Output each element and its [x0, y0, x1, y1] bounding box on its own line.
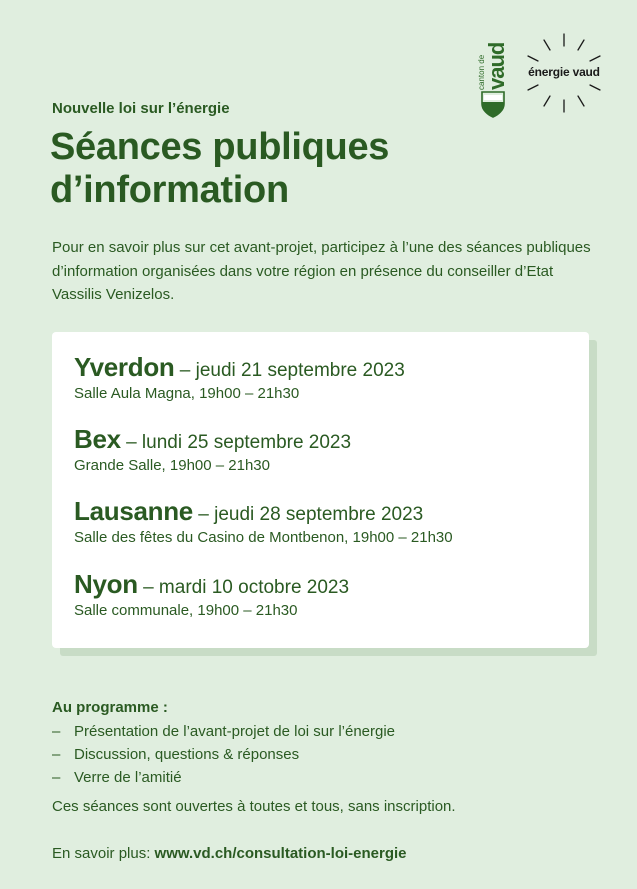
program-item: Présentation de l’avant-projet de loi sur l’énergie	[74, 723, 396, 740]
program-item: Discussion, questions & réponses	[74, 746, 300, 763]
list-dash: –	[52, 769, 61, 786]
canton-vaud-logo	[478, 32, 508, 118]
more-info	[52, 845, 407, 862]
session-place: Salle des fêtes du Casino de Montbenon, 19h00 – 21h30	[74, 529, 453, 546]
session-city: Bex	[74, 424, 121, 454]
session-place: Salle Aula Magna, 19h00 – 21h30	[74, 385, 300, 402]
session-place: Salle communale, 19h00 – 21h30	[74, 602, 298, 619]
session-city: Yverdon	[74, 352, 175, 382]
more-label: En savoir plus:	[52, 845, 155, 862]
title-line-1: Séances publiques	[50, 126, 390, 168]
session-city: Nyon	[74, 569, 138, 599]
page-title	[50, 126, 389, 212]
title-line-2: d’information	[50, 169, 289, 211]
vaud-label: vaud	[484, 42, 509, 90]
list-item	[52, 720, 395, 743]
subtitle: Nouvelle loi sur l’énergie	[52, 100, 230, 117]
session-date: – lundi 25 septembre 2023	[120, 432, 352, 453]
sessions-card	[52, 332, 589, 648]
list-item	[52, 766, 395, 789]
program-item: Verre de l’amitié	[74, 769, 182, 786]
session-date: – mardi 10 octobre 2023	[137, 577, 350, 598]
session-date: – jeudi 28 septembre 2023	[192, 504, 424, 525]
list-dash: –	[52, 723, 61, 740]
shield-icon	[479, 90, 507, 118]
intro-paragraph: Pour en savoir plus sur cet avant-projet, participez à l’une des séances publiques d’information organisées dans votre région en présence du conseiller d’Etat Vassilis Venizelos.	[52, 239, 591, 303]
logos	[470, 30, 630, 120]
session-place: Grande Salle, 19h00 – 21h30	[74, 457, 270, 474]
session-bex	[74, 424, 351, 474]
session-date: – jeudi 21 septembre 2023	[174, 360, 405, 381]
list-item	[52, 743, 395, 766]
program-title: Au programme :	[52, 699, 168, 716]
more-info-link[interactable]: www.vd.ch/consultation-loi-energie	[154, 845, 407, 862]
open-note: Ces séances sont ouvertes à toutes et tous, sans inscription.	[52, 798, 456, 815]
session-city: Lausanne	[74, 496, 193, 526]
session-nyon	[74, 569, 349, 619]
session-yverdon	[74, 352, 405, 402]
energie-vaud-label: énergie vaud	[528, 65, 600, 79]
list-dash: –	[52, 746, 61, 763]
canton-label: canton de	[477, 54, 486, 90]
session-lausanne	[74, 496, 453, 546]
energie-vaud-logo	[522, 30, 606, 116]
program-list	[52, 720, 395, 789]
